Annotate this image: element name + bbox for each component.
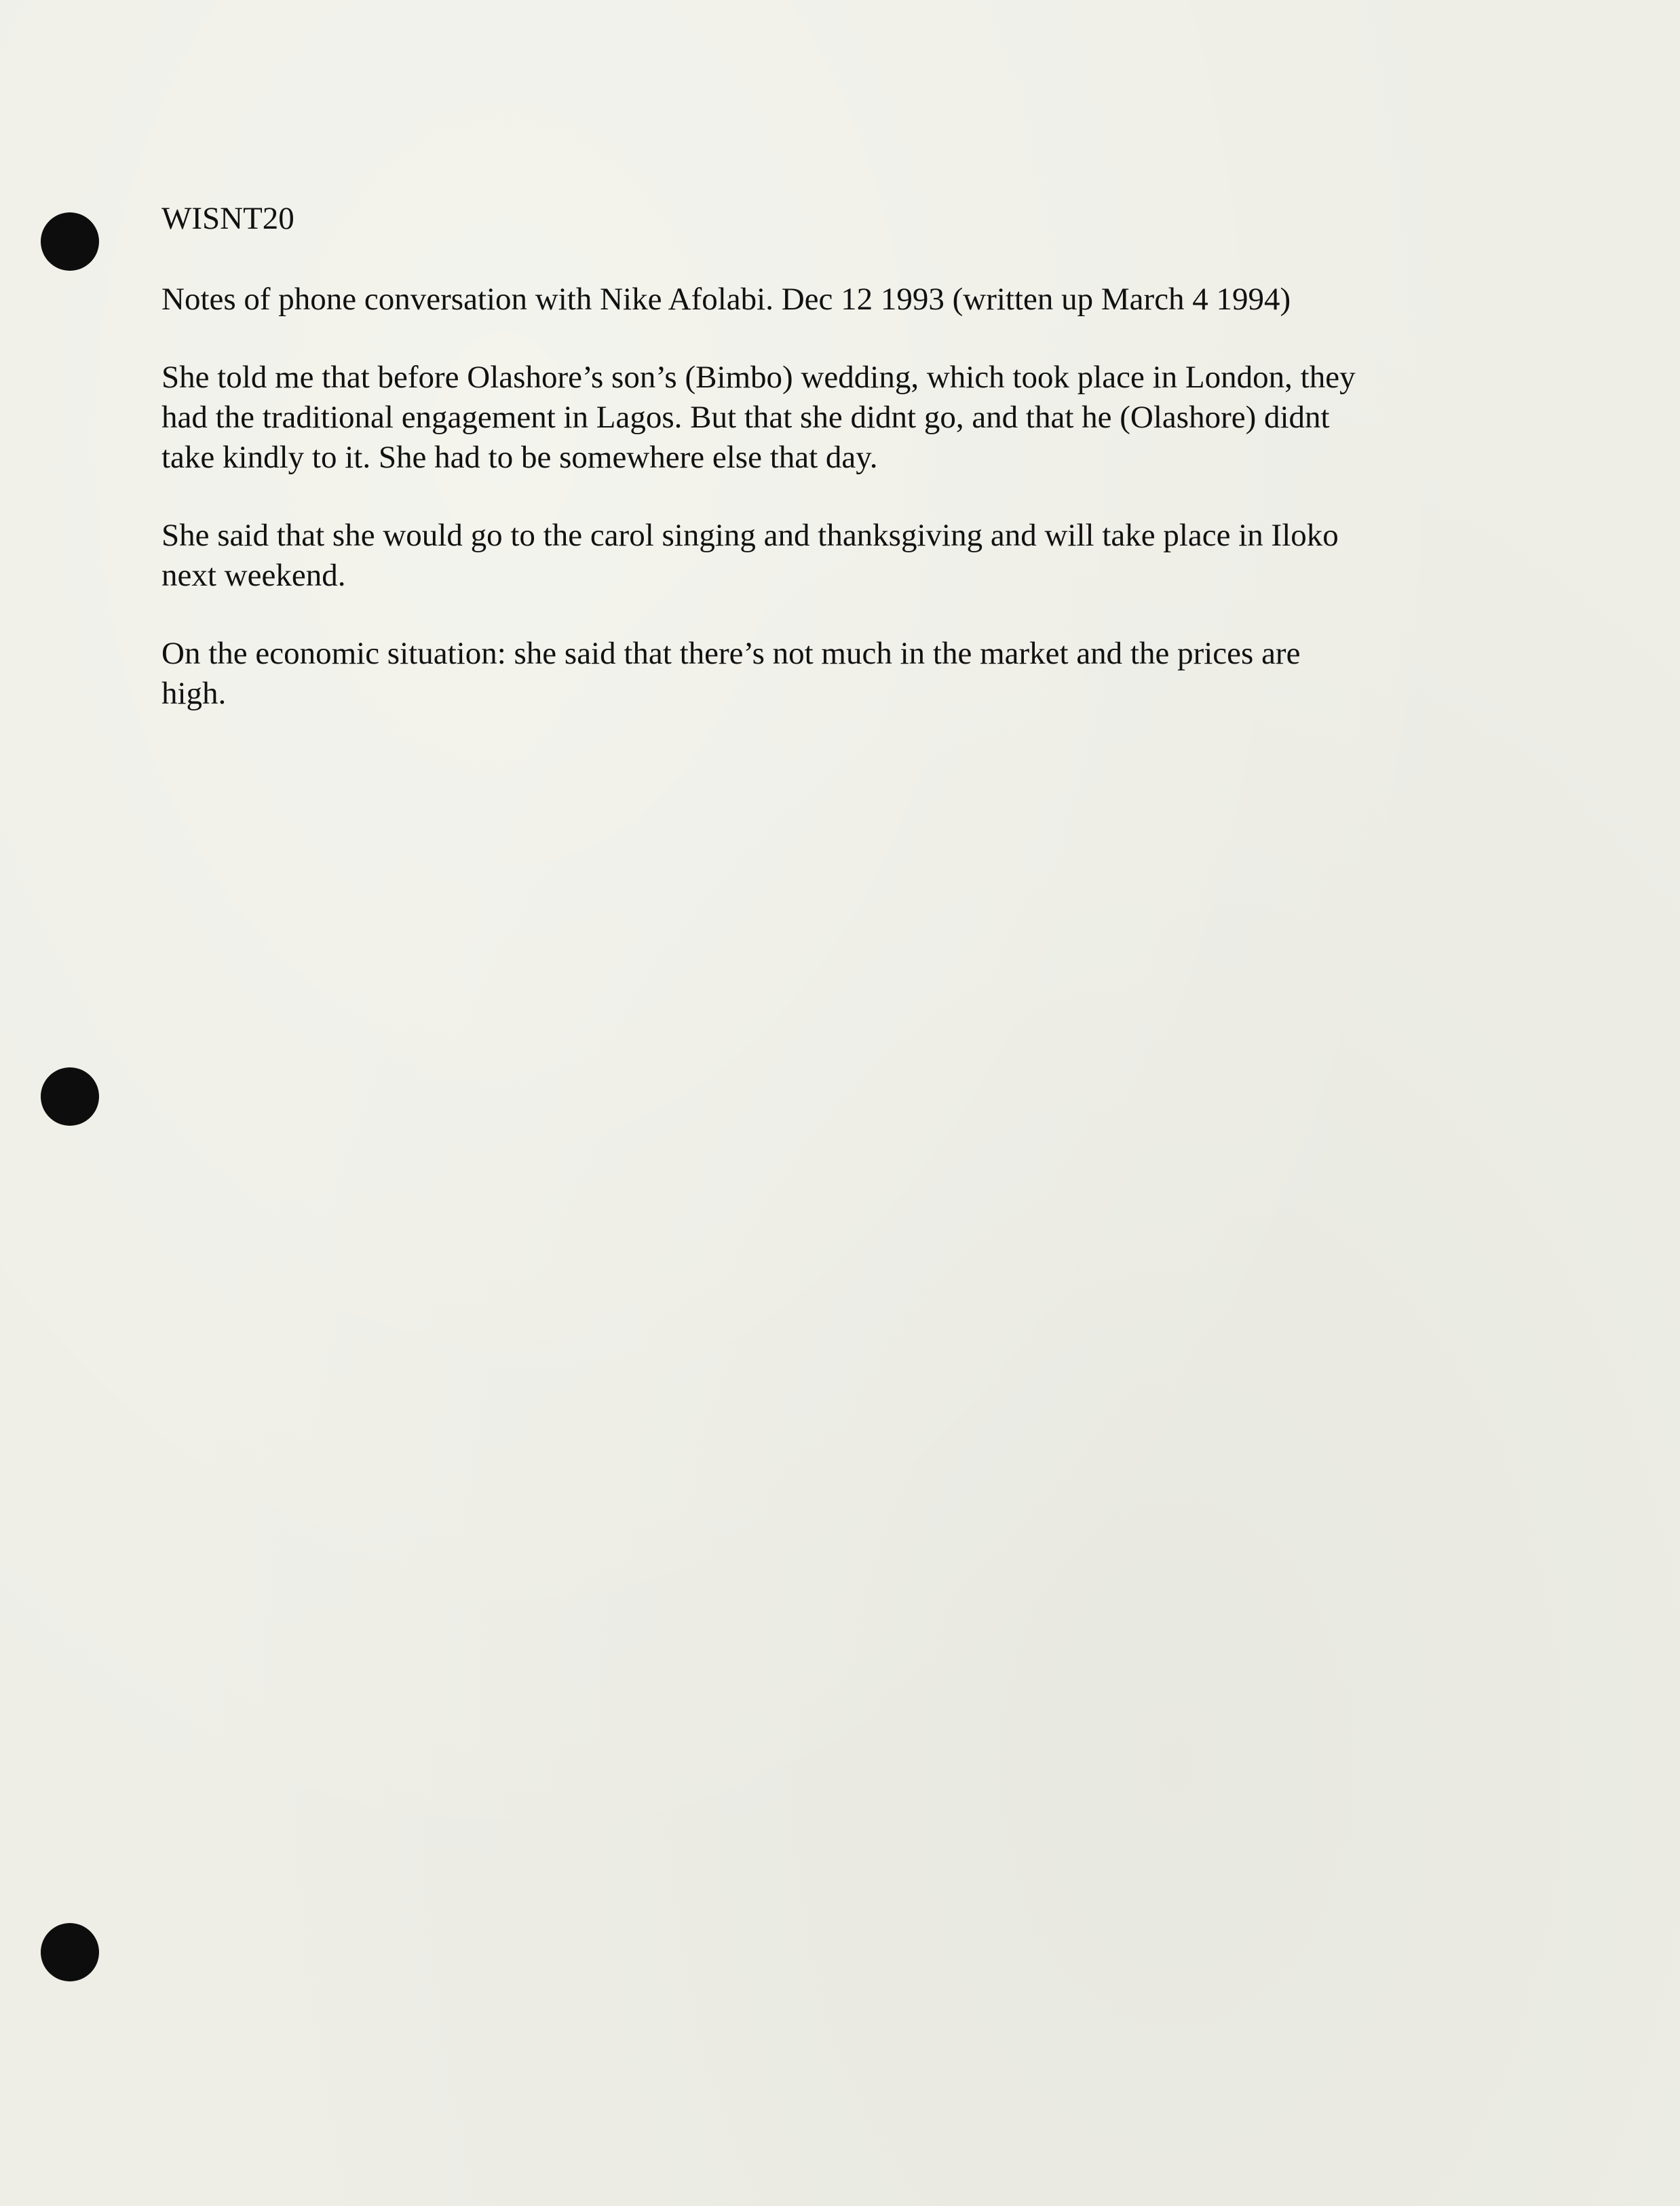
paragraph-wedding: She told me that before Olashore’s son’s (Bimbo) wedding, which took place in London, they had the traditional engagement in Lagos. But that she didnt go, and that he (Olashore) didnt take kindly to it. She had to be somewhere else that day. xyxy=(161,360,1356,475)
paragraph-carol-singing: She said that she would go to the carol singing and thanksgiving and will take place in Iloko next weekend. xyxy=(161,518,1339,593)
document-id: WISNT20 xyxy=(161,201,294,236)
paragraph-call-notes-header: Notes of phone conversation with Nike Afolabi. Dec 12 1993 (written up March 4 1994) xyxy=(161,282,1291,317)
paragraph-economic-situation: On the economic situation: she said that there’s not much in the market and the prices are high. xyxy=(161,636,1301,711)
punch-hole-middle xyxy=(41,1067,99,1126)
document-body xyxy=(161,198,1471,752)
punch-hole-top xyxy=(41,212,99,271)
punch-hole-bottom xyxy=(41,1923,99,1981)
